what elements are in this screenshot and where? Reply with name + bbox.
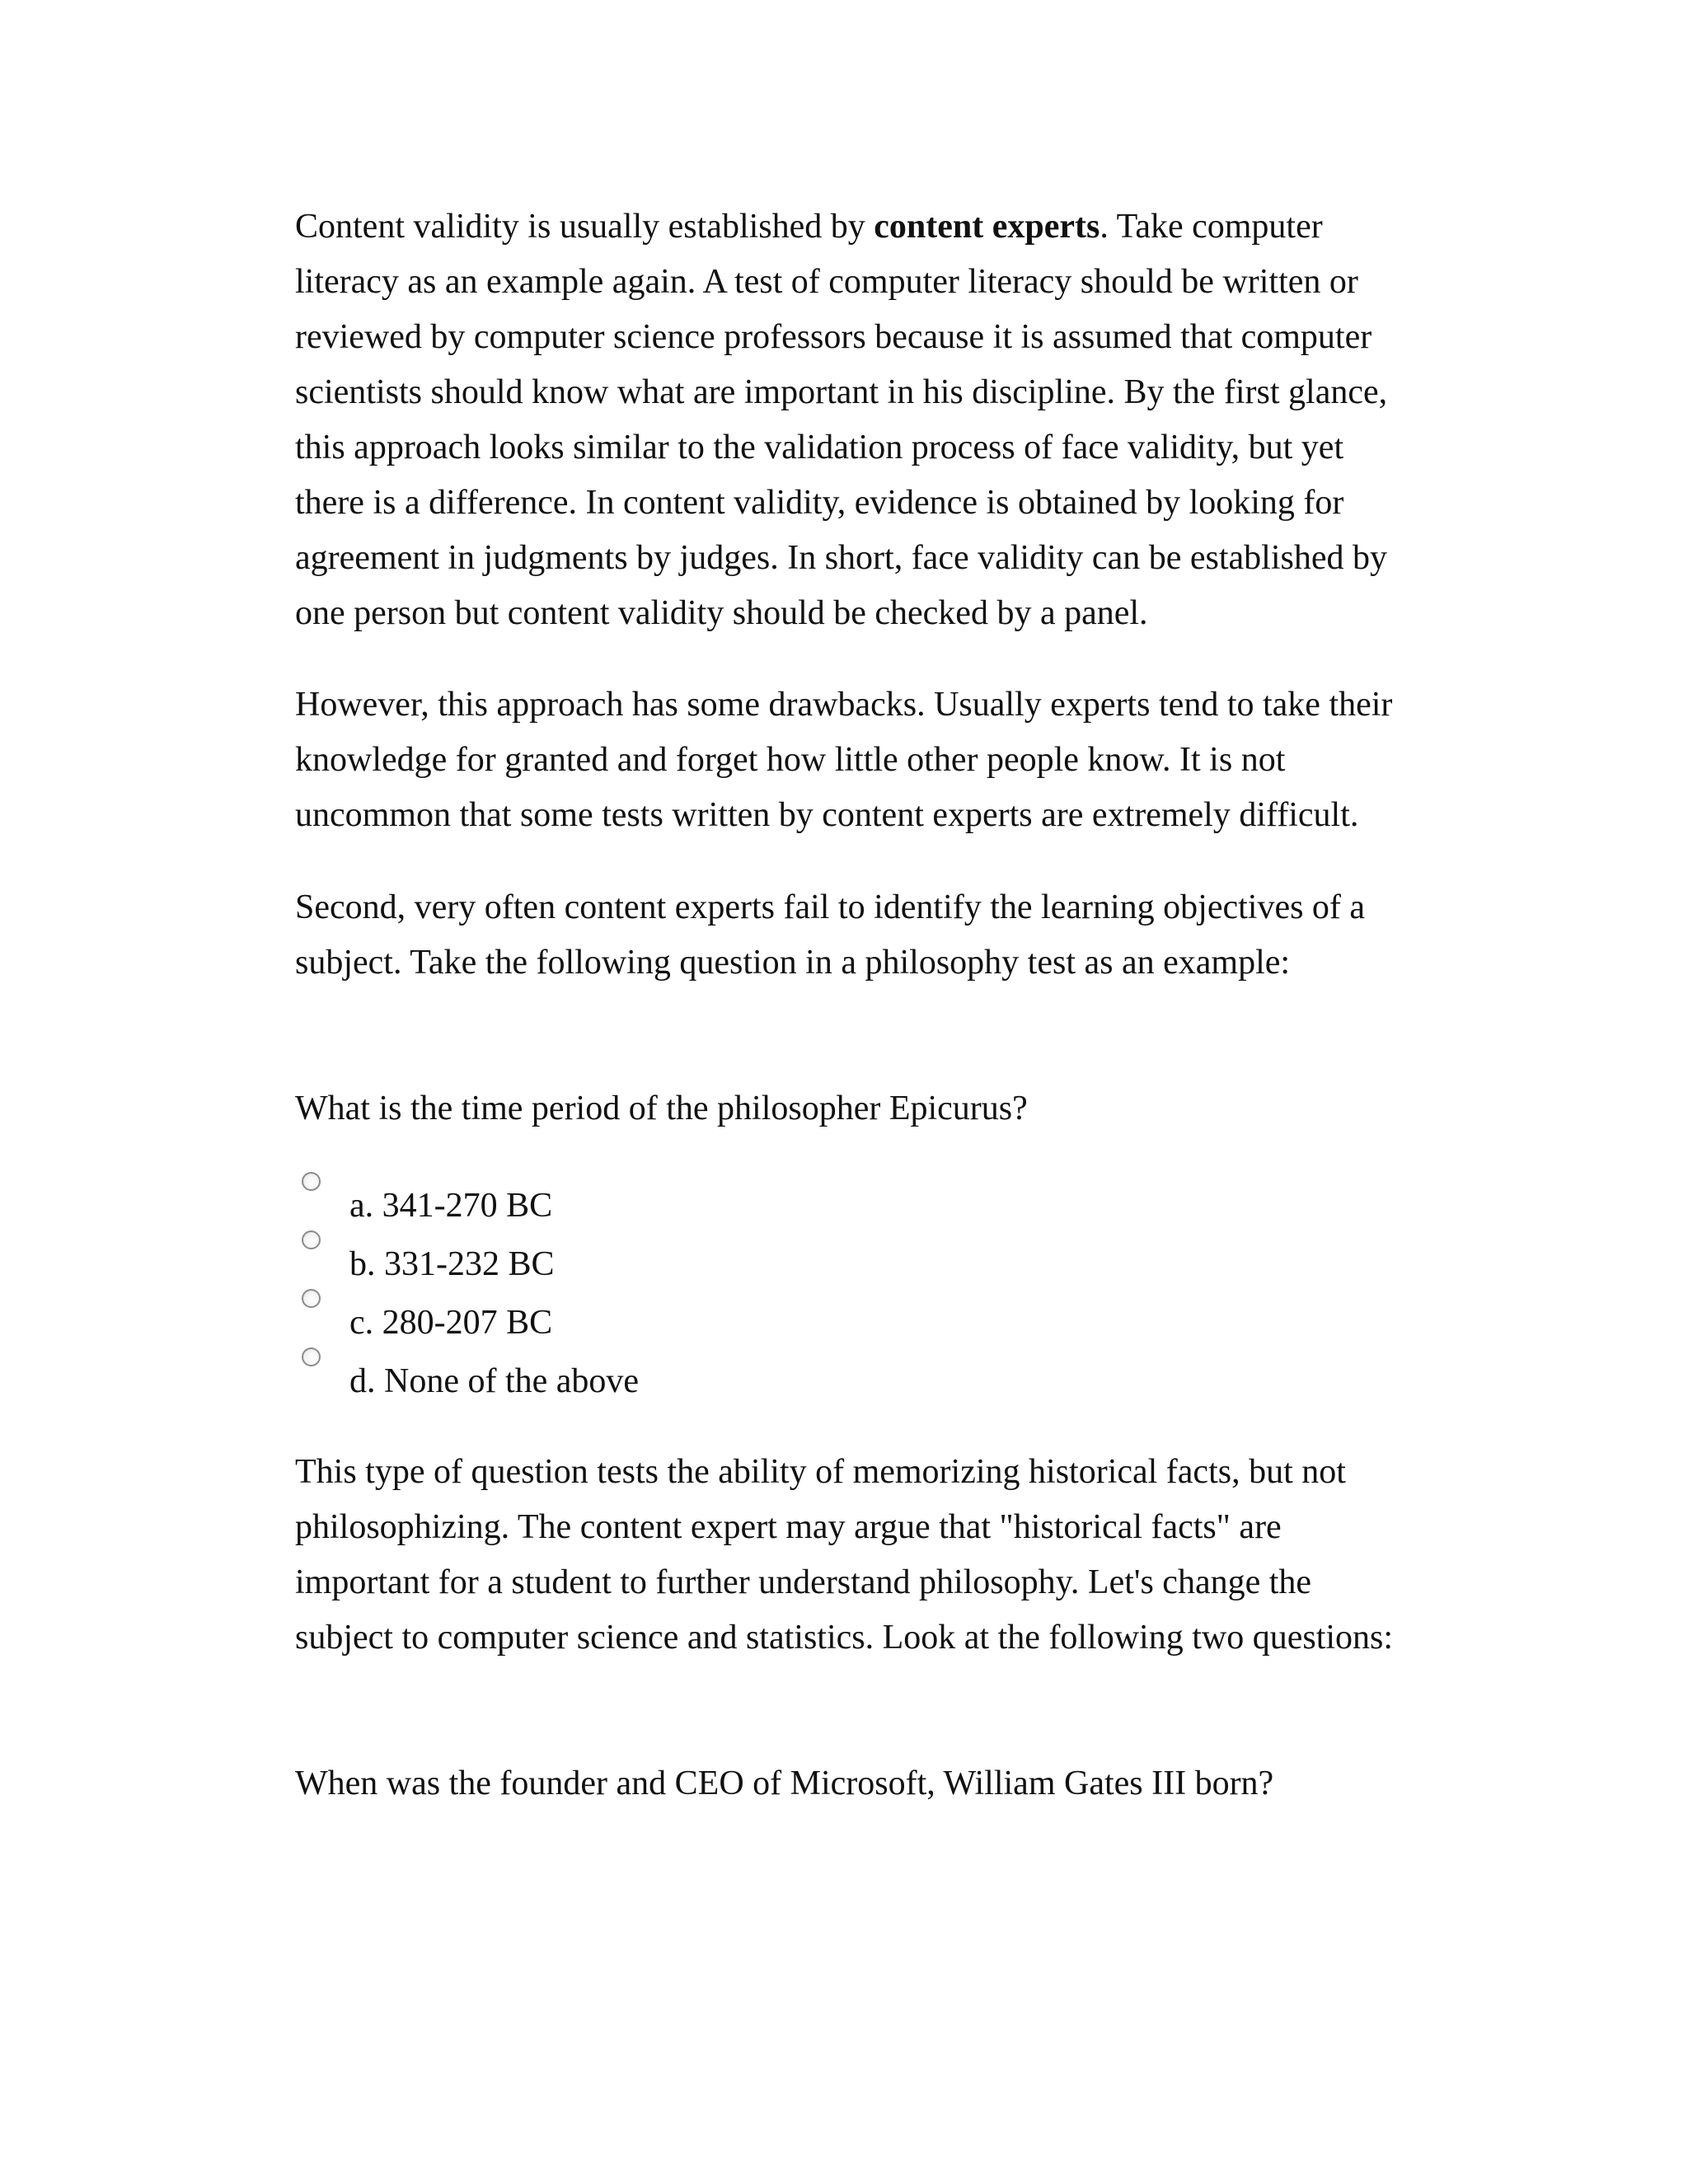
question-epicurus	[295, 1081, 1482, 1137]
paragraph-line: subject. Take the following question in a philosophy test as an example:	[295, 944, 1291, 982]
paragraph-historical-facts	[295, 1445, 1482, 1666]
bold-term-content-experts: content experts	[874, 208, 1100, 246]
paragraph-line: philosophizing. The content expert may argue that "historical facts" are	[295, 1508, 1282, 1546]
answer-option-d[interactable]	[295, 1346, 1037, 1404]
paragraph-content-validity	[295, 199, 1482, 641]
question-bill-gates	[295, 1756, 1482, 1811]
paragraph-line: Second, very often content experts fail to identify the learning objectives of a	[295, 888, 1366, 926]
paragraph-line	[295, 199, 1482, 255]
paragraph-line: However, this approach has some drawbacks. Usually experts tend to take their	[295, 686, 1393, 724]
paragraph-line: scientists should know what are important in his discipline. By the first glance,	[295, 373, 1388, 411]
paragraph-learning-objectives	[295, 880, 1482, 991]
radio-button-icon[interactable]	[302, 1230, 321, 1249]
paragraph-line: uncommon that some tests written by content experts are extremely difficult.	[295, 796, 1359, 834]
paragraph-line: literacy as an example again. A test of computer literacy should be written or	[295, 263, 1358, 301]
paragraph-line: there is a difference. In content validity, evidence is obtained by looking for	[295, 484, 1344, 522]
paragraph-line: reviewed by computer science professors because it is assumed that computer	[295, 318, 1372, 356]
paragraph-line: this approach looks similar to the validation process of face validity, but yet	[295, 429, 1344, 466]
answer-option-c[interactable]	[295, 1287, 1037, 1346]
option-label: c. 280-207 BC	[349, 1304, 553, 1342]
paragraph-line: subject to computer science and statistics. Look at the following two questions:	[295, 1619, 1394, 1657]
answer-option-a[interactable]	[295, 1170, 1037, 1229]
radio-button-icon[interactable]	[302, 1289, 321, 1308]
radio-button-icon[interactable]	[302, 1347, 321, 1366]
text-run: Content validity is usually established by	[295, 208, 874, 246]
option-label: d. None of the above	[349, 1362, 640, 1400]
paragraph-line: one person but content validity should be checked by a panel.	[295, 594, 1148, 632]
paragraph-line: This type of question tests the ability of memorizing historical facts, but not	[295, 1453, 1346, 1491]
answer-options	[295, 1170, 1037, 1404]
paragraph-line: important for a student to further understand philosophy. Let's change the	[295, 1563, 1312, 1601]
answer-option-b[interactable]	[295, 1229, 1037, 1287]
paragraph-drawbacks	[295, 677, 1482, 843]
radio-button-icon[interactable]	[302, 1172, 321, 1191]
paragraph-line: knowledge for granted and forget how little other people know. It is not	[295, 741, 1286, 779]
paragraph-line: agreement in judgments by judges. In short, face validity can be established by	[295, 539, 1387, 577]
question-text: When was the founder and CEO of Microsoft, William Gates III born?	[295, 1765, 1274, 1802]
question-text: What is the time period of the philosopher Epicurus?	[295, 1090, 1028, 1127]
option-label: b. 331-232 BC	[349, 1245, 555, 1283]
text-run: . Take computer	[1100, 208, 1323, 246]
option-label: a. 341-270 BC	[349, 1187, 553, 1225]
